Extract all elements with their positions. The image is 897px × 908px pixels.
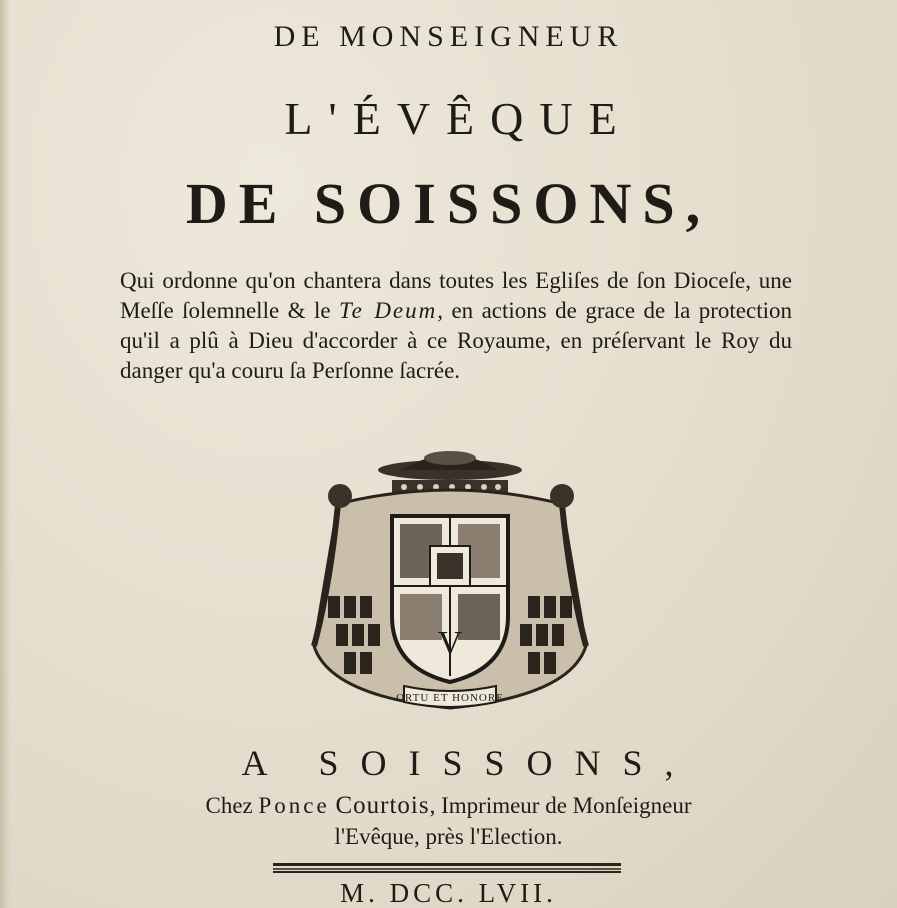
description-part-2: , en actions de grace de la protection qu'il a plû à Dieu d'accorder à ce Royaume, en préſervant le Roy du danger qu'a couru ſa Perſonne ſacrée. — [120, 298, 792, 383]
te-deum-text: Te Deum — [338, 298, 438, 323]
imprint-year: M. DCC. LVII. — [340, 878, 557, 908]
imprint-address-line: l'Evêque, près l'Election. — [334, 824, 563, 849]
motto-text: ORTU ET HONORE — [396, 692, 504, 704]
description-part-1: Qui ordonne qu'on chantera dans toutes les Egliſes de ſon Dioceſe, une Meſſe ſolemnelle & le — [120, 268, 792, 323]
knot-right-icon — [550, 484, 574, 508]
imprint-prefix: Chez — [205, 793, 259, 818]
header-line-monseigneur: DE MONSEIGNEUR — [273, 20, 624, 53]
imprint-suffix: , Imprimeur de Monſeigneur — [429, 793, 692, 818]
imprint-printer-line — [0, 792, 897, 820]
shield-letter: V — [437, 625, 463, 662]
header-line-eveque: L'ÉVÊQUE — [284, 93, 633, 144]
knot-left-icon — [328, 484, 352, 508]
hat-icon — [378, 451, 522, 480]
coat-of-arms-image — [300, 446, 600, 721]
decorative-rule — [273, 862, 621, 874]
printer-last-name: Courtois — [335, 792, 430, 819]
printer-first-name: Ponce — [258, 793, 330, 818]
imprint-place: A SOISSONS, — [241, 743, 696, 783]
ordinance-description — [120, 266, 792, 386]
header-line-soissons: DE SOISSONS, — [185, 171, 712, 236]
